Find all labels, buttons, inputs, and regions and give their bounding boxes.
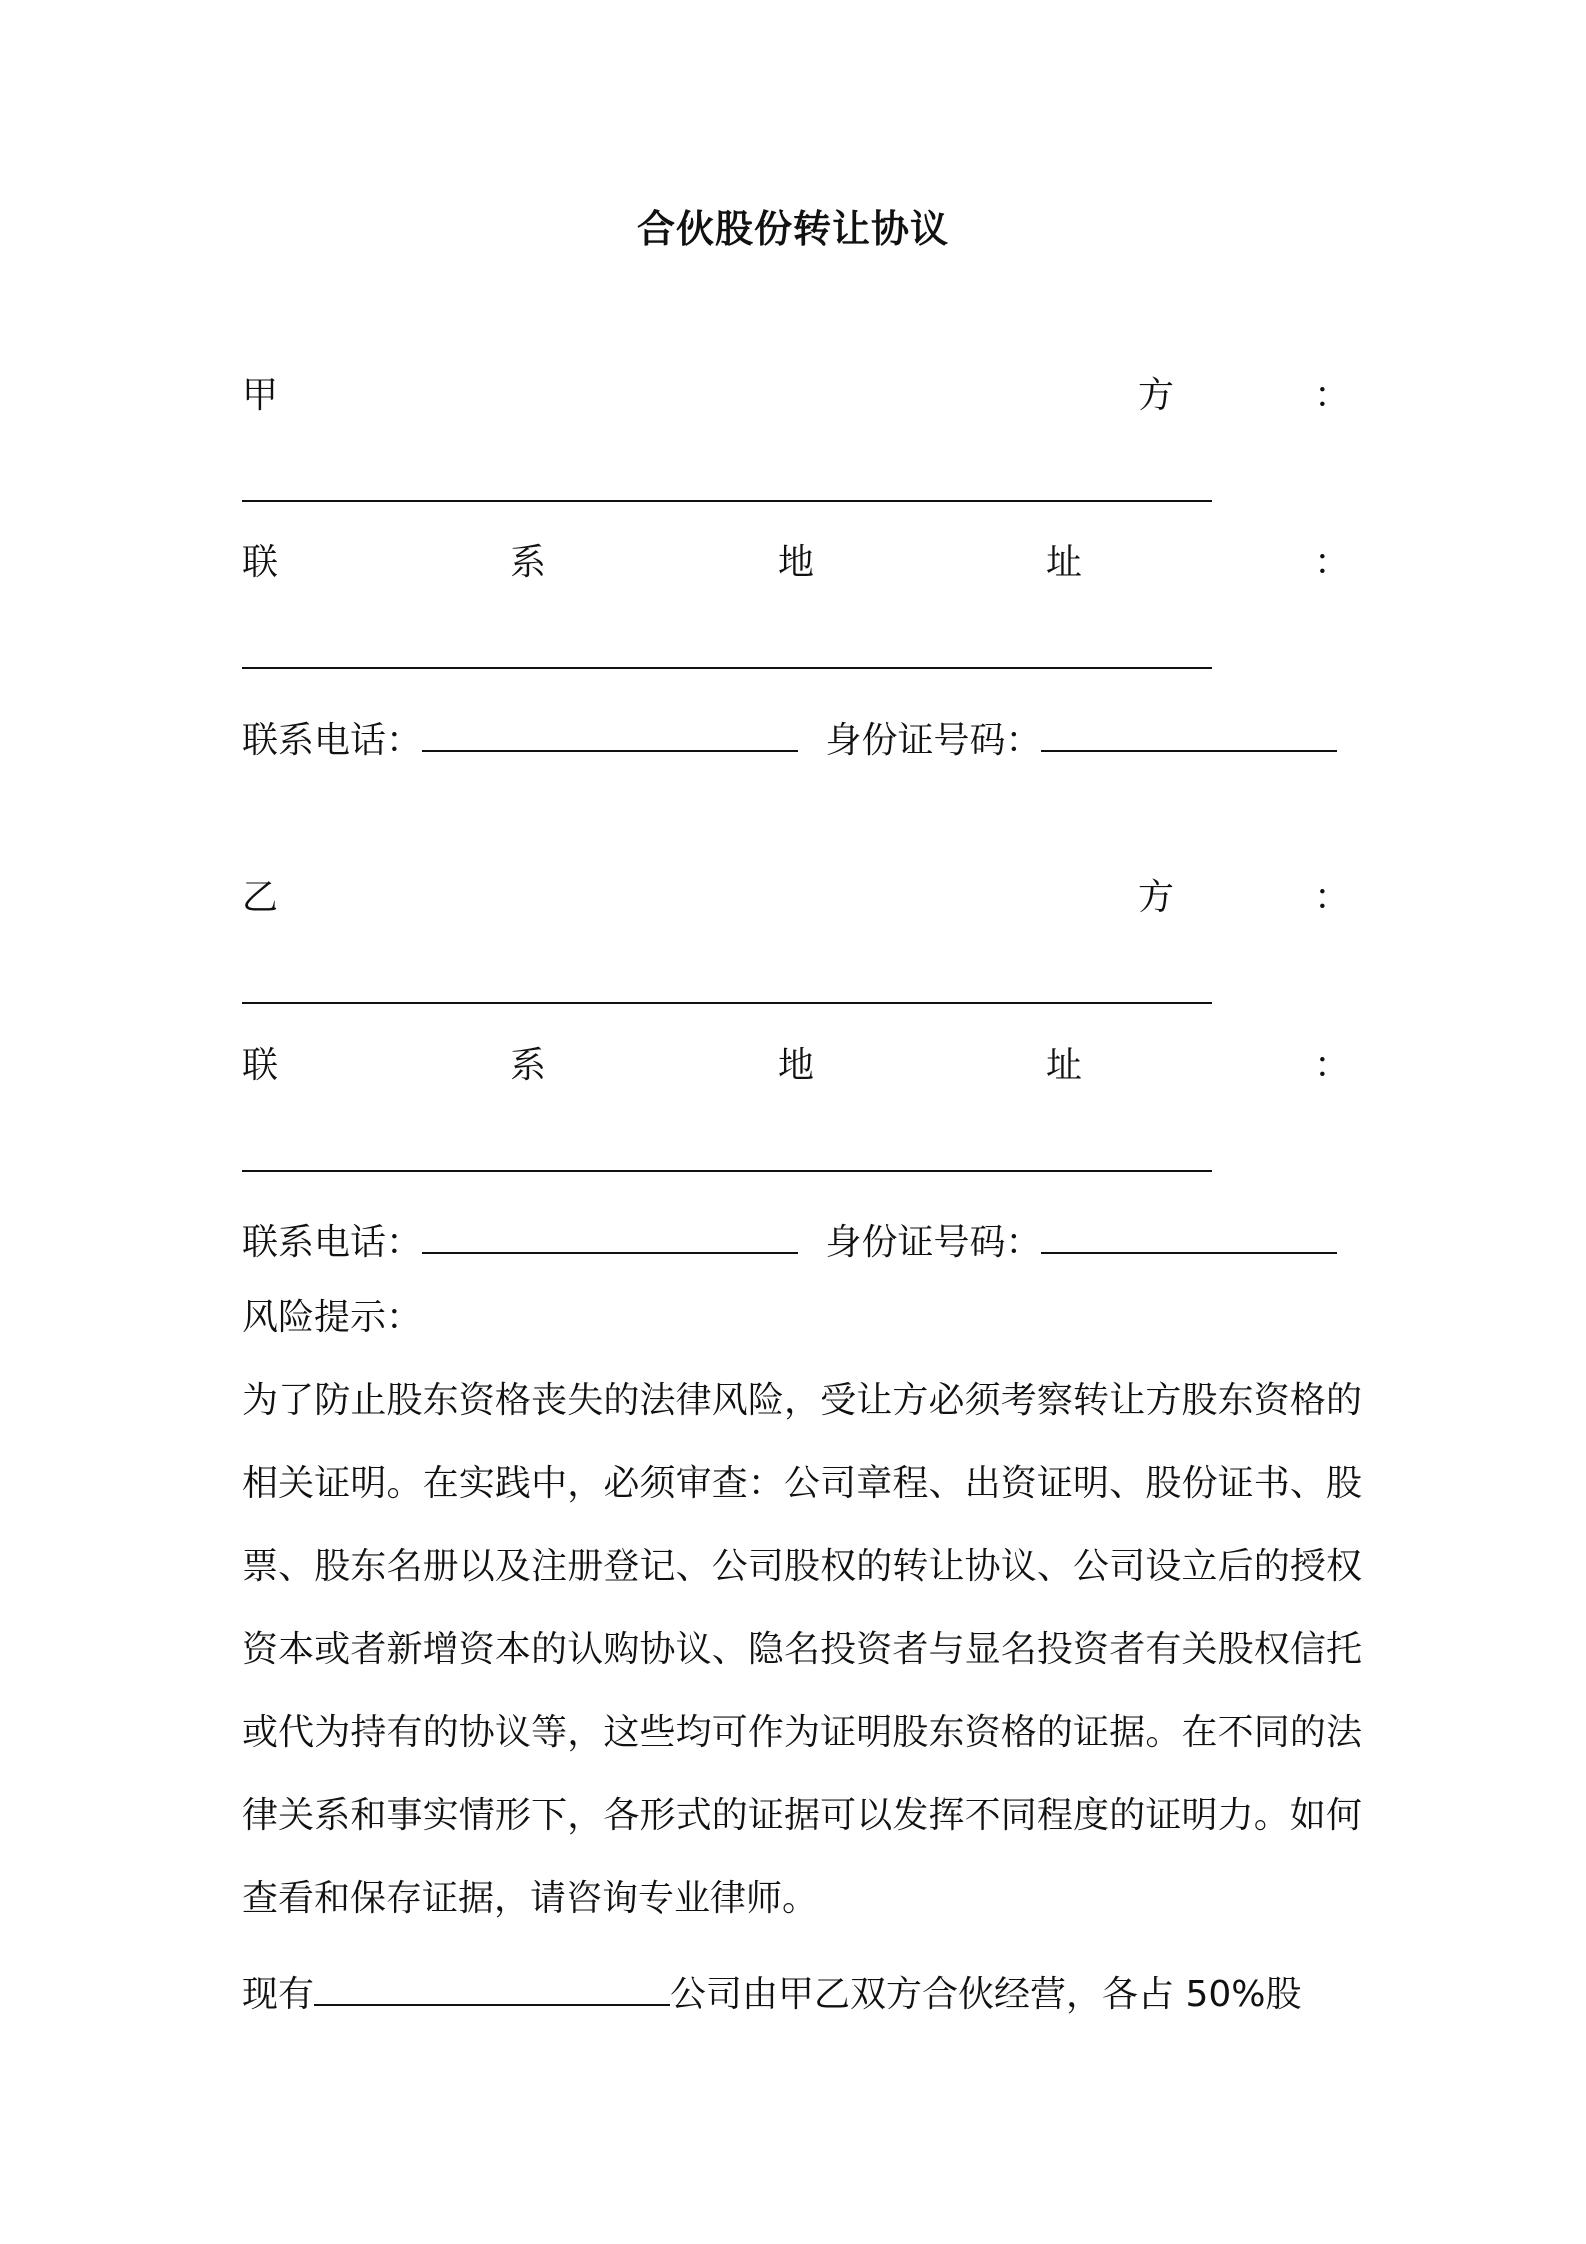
party-b-label-colon: ： — [1313, 877, 1350, 918]
party-b-id-blank[interactable] — [1041, 1214, 1337, 1254]
party-a-address-row — [242, 537, 1350, 589]
party-a-address-char-2: 系 — [509, 542, 546, 583]
party-b-address-colon: ： — [1313, 1045, 1350, 1086]
opening-prefix: 现有 — [242, 1974, 315, 2015]
party-a-address-char-1: 联 — [242, 542, 279, 583]
party-a-id-blank[interactable] — [1041, 712, 1337, 752]
party-a-address-char-4: 址 — [1045, 542, 1082, 583]
party-a-id-label: 身份证号码： — [825, 720, 1042, 761]
party-b-address-row — [242, 1040, 1350, 1092]
party-a-label-row — [242, 370, 1350, 422]
risk-notice-title: 风险提示： — [242, 1297, 423, 1338]
company-name-blank[interactable] — [314, 1966, 670, 2006]
party-a-contact-row — [242, 712, 1337, 764]
party-a-label-colon: ： — [1313, 375, 1350, 416]
party-a-address-blank[interactable] — [242, 667, 1212, 669]
party-b-id-label: 身份证号码： — [825, 1222, 1042, 1263]
party-b-address-char-3: 地 — [777, 1045, 814, 1086]
party-a-phone-blank[interactable] — [422, 712, 798, 752]
party-a-name-blank[interactable] — [242, 500, 1212, 502]
opening-suffix: 公司由甲乙双方合伙经营，各占 50%股 — [670, 1974, 1302, 2015]
party-a-address-colon: ： — [1313, 542, 1350, 583]
party-b-label-char-1: 乙 — [242, 877, 279, 918]
party-b-phone-blank[interactable] — [422, 1214, 798, 1254]
party-a-phone-label: 联系电话： — [242, 720, 423, 761]
party-b-address-char-1: 联 — [242, 1045, 279, 1086]
party-a-address-char-3: 地 — [777, 542, 814, 583]
risk-notice-paragraph: 为了防止股东资格丧失的法律风险，受让方必须考察转让方股东资格的相关证明。在实践中，必须审查：公司章程、出资证明、股份证书、股票、股东名册以及注册登记、公司股权的转让协议、公司设立后的授权资本或者新增资本的认购协议、隐名投资者与显名投资者有关股权信托或代为持有的协议等，这些均可作为证明股东资格的证据。在不同的法律关系和事实情形下，各形式的证据可以发挥不同程度的证明力。如何查看和保存证据，请咨询专业律师。 — [242, 1380, 1362, 1919]
party-b-address-blank[interactable] — [242, 1170, 1212, 1172]
party-b-name-blank[interactable] — [242, 1002, 1212, 1004]
party-b-phone-label: 联系电话： — [242, 1222, 423, 1263]
party-b-address-char-4: 址 — [1045, 1045, 1082, 1086]
party-b-label-char-2: 方 — [1137, 877, 1174, 918]
party-a-label-char-2: 方 — [1137, 375, 1174, 416]
party-b-contact-row — [242, 1214, 1337, 1266]
document-title: 合伙股份转让协议 — [636, 207, 949, 251]
party-a-label-char-1: 甲 — [242, 375, 279, 416]
party-b-address-char-2: 系 — [509, 1045, 546, 1086]
party-b-label-row — [242, 872, 1350, 924]
agreement-opening-line — [242, 1966, 1362, 2021]
